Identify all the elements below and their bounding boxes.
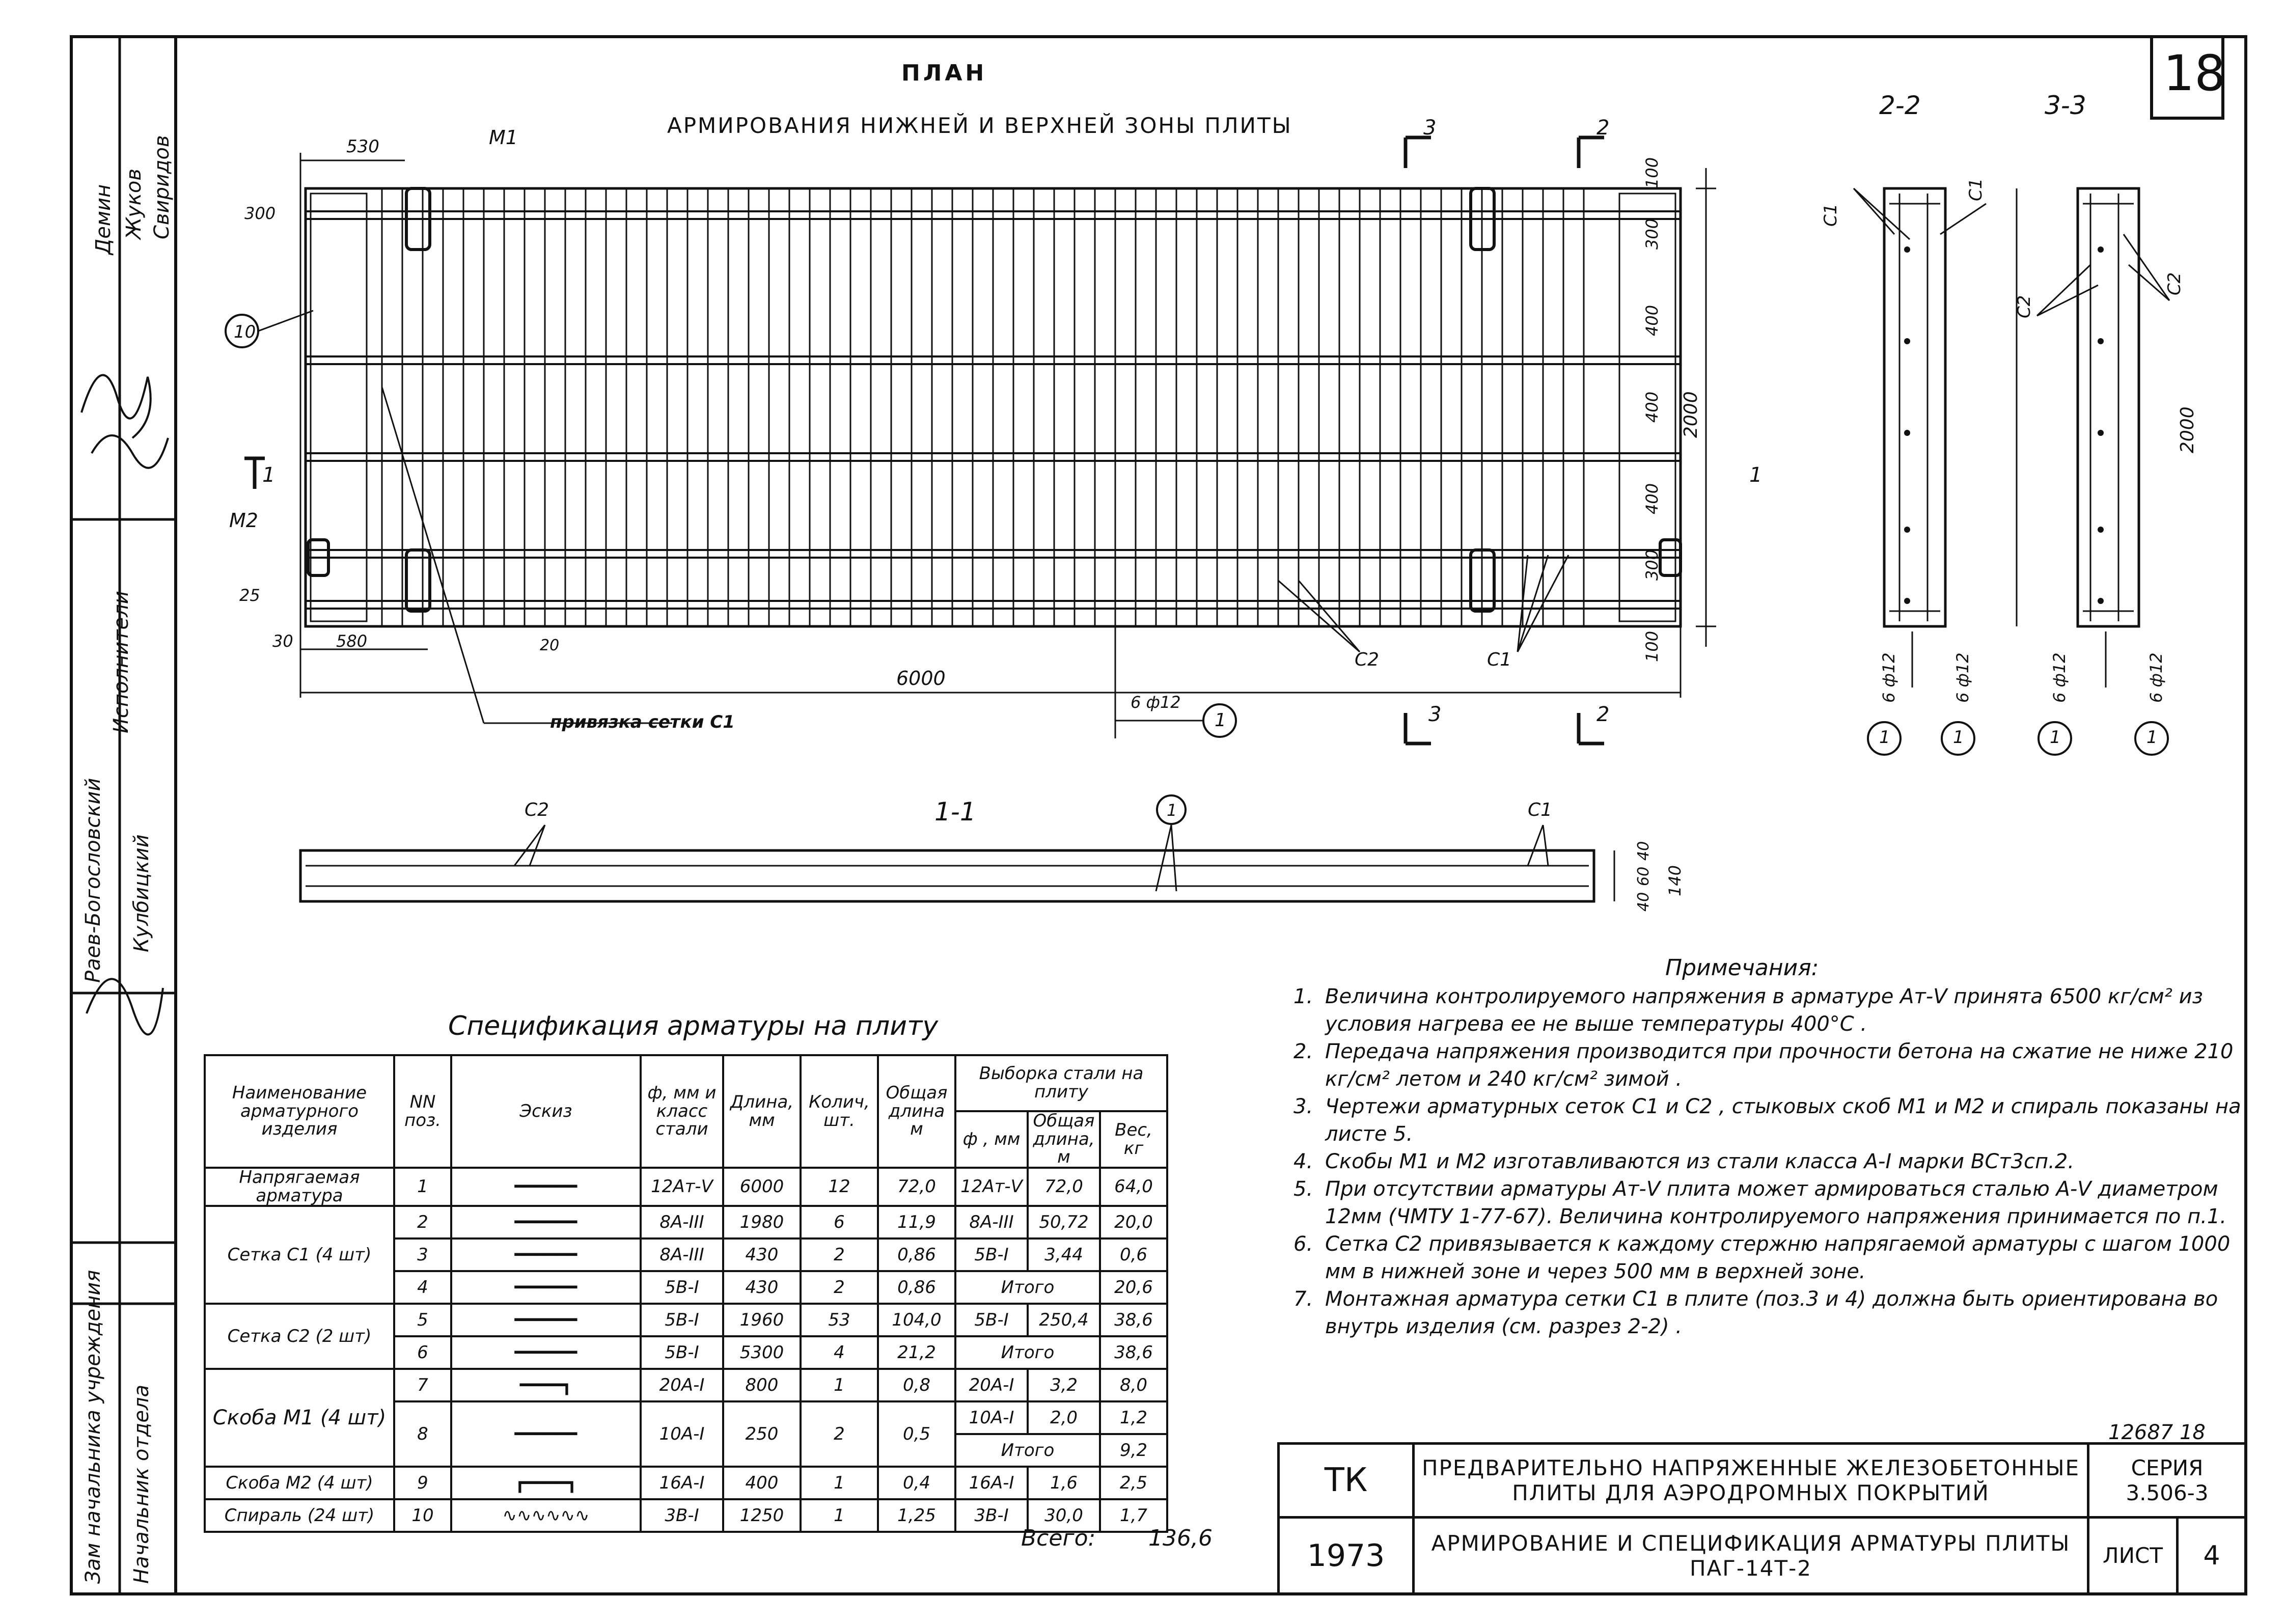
side-name-1: Демин xyxy=(92,184,115,255)
note-text: Скобы М1 и М2 изготавливаются из стали класса А-I марки ВСт3сп.2. xyxy=(1325,1150,2075,1173)
cell-cnt: 2 xyxy=(801,1238,878,1271)
cut-2-bottom: 2 xyxy=(1596,703,1610,726)
dim-25: 25 xyxy=(239,586,260,605)
cell-pos: 7 xyxy=(394,1369,451,1401)
cell-pos: 3 xyxy=(394,1238,451,1271)
sec-6phi12-c: 6 ф12 xyxy=(2050,652,2069,703)
section-3-3-title: 3-3 xyxy=(2045,91,2086,120)
signatures xyxy=(71,285,176,1049)
cell-len: 800 xyxy=(723,1369,801,1401)
cell-diam: 5В-I xyxy=(641,1271,723,1304)
cell-sw: 38,6 xyxy=(1100,1336,1167,1369)
group-label: Сетка С1 (4 шт) xyxy=(205,1206,394,1304)
group-label: Спираль (24 шт) xyxy=(205,1499,394,1532)
plan-subtitle: АРМИРОВАНИЯ НИЖНЕЙ И ВЕРХНЕЙ ЗОНЫ ПЛИТЫ xyxy=(667,113,1292,138)
sec-circle-1a: 1 xyxy=(1879,727,1890,748)
sec-6phi12-b: 6 ф12 xyxy=(1953,652,1972,703)
cell-len: 400 xyxy=(723,1467,801,1499)
table-row xyxy=(205,1206,1167,1238)
hdr-name: Наименование арматурного изделия xyxy=(205,1055,394,1168)
side-name-2: Жуков xyxy=(122,169,146,239)
dim-580: 580 xyxy=(336,631,368,651)
stamp-title: ПРЕДВАРИТЕЛЬНО НАПРЯЖЕННЫЕ ЖЕЛЕЗОБЕТОННЫЕ ПЛИТЫ ДЛЯ АЭРОДРОМНЫХ ПОКРЫТИЙ xyxy=(1412,1442,2089,1519)
hdr-sketch: Эскиз xyxy=(451,1055,641,1168)
sec-c1-b: C1 xyxy=(1966,178,1986,201)
cell-pos: 1 xyxy=(394,1168,451,1206)
side-executors: Исполнители xyxy=(109,591,133,733)
cell-pos: 10 xyxy=(394,1499,451,1532)
cell-cnt: 1 xyxy=(801,1467,878,1499)
cell-sw: 9,2 xyxy=(1100,1434,1167,1467)
hdr-sel-diam: ф , мм xyxy=(955,1111,1028,1168)
dim-20: 20 xyxy=(540,637,560,654)
note-item: 3. Чертежи арматурных сеток С1 и С2 , стыковых скоб М1 и М2 и спираль показаны на листе 5. xyxy=(1293,1095,2241,1146)
cell-sw: 2,5 xyxy=(1100,1467,1167,1499)
cell-cnt: 1 xyxy=(801,1499,878,1532)
sec11-dim-40b: 40 xyxy=(1635,892,1653,912)
cell-sw: 0,6 xyxy=(1100,1238,1167,1271)
cell-pos: 2 xyxy=(394,1206,451,1238)
cell-len: 1980 xyxy=(723,1206,801,1238)
dim-r-300b: 300 xyxy=(1642,549,1662,581)
cell-cnt: 6 xyxy=(801,1206,878,1238)
cell-sl: 2,0 xyxy=(1028,1401,1100,1434)
cell-tot: 0,8 xyxy=(878,1369,955,1401)
cell-tot: 1,25 xyxy=(878,1499,955,1532)
label-c2-plan: C2 xyxy=(1355,649,1380,670)
sketch-bar: ━━━━━━ xyxy=(451,1336,641,1369)
note-item: 4. Скобы М1 и М2 изготавливаются из стали класса А-I марки ВСт3сп.2. xyxy=(1293,1150,2075,1173)
sec-6phi12-d: 6 ф12 xyxy=(2146,652,2166,703)
hdr-length: Длина, мм xyxy=(723,1055,801,1168)
cell-tot: 72,0 xyxy=(878,1168,955,1206)
archive-number: 12687 18 xyxy=(2108,1421,2206,1444)
hdr-diam: ф, мм и класс стали xyxy=(641,1055,723,1168)
cell-sd: 5В-I xyxy=(955,1238,1028,1271)
sec-6phi12-a: 6 ф12 xyxy=(1879,652,1898,703)
dim-300: 300 xyxy=(244,204,276,223)
dim-r-400b: 400 xyxy=(1642,391,1662,423)
cut-3-top: 3 xyxy=(1423,116,1437,140)
cell-itogo: Итого xyxy=(955,1336,1100,1369)
cell-cnt: 2 xyxy=(801,1401,878,1467)
section-1-1-title: 1-1 xyxy=(934,797,976,827)
hdr-nn: NN поз. xyxy=(394,1055,451,1168)
table-row xyxy=(205,1369,1167,1401)
cell-diam: 3В-I xyxy=(641,1499,723,1532)
sec-c2-b: C2 xyxy=(2164,272,2185,295)
section-1-1-drawing xyxy=(290,794,1635,917)
stamp-series-label: СЕРИЯ xyxy=(2131,1455,2204,1480)
binding-label: привязка сетки C1 xyxy=(550,712,735,732)
cell-cnt: 12 xyxy=(801,1168,878,1206)
cell-sw: 8,0 xyxy=(1100,1369,1167,1401)
group-label: Сетка С2 (2 шт) xyxy=(205,1304,394,1369)
cell-diam: 10А-I xyxy=(641,1401,723,1467)
cell-sd: 10А-I xyxy=(955,1401,1028,1434)
group-label: Скоба М2 (4 шт) xyxy=(205,1467,394,1499)
cell-cnt: 2 xyxy=(801,1271,878,1304)
sec-dim-2000: 2000 xyxy=(2177,406,2198,453)
dim-r-400a: 400 xyxy=(1642,305,1662,336)
sketch-bar: ━━━━━━ xyxy=(451,1206,641,1238)
dim-r-2000: 2000 xyxy=(1681,391,1701,438)
cell-tot: 11,9 xyxy=(878,1206,955,1238)
sec-circle-1b: 1 xyxy=(1953,727,1964,748)
note-item: 6. Сетка С2 привязывается к каждому стержню напрягаемой арматуры с шагом 1000 мм в нижней зоне и через 500 мм в верхней зоне. xyxy=(1293,1232,2231,1283)
sketch-staple: ┏━━━━┓ xyxy=(451,1467,641,1499)
side-dept-1: Раев-Богословский xyxy=(81,778,105,983)
stamp-sheet-value: 4 xyxy=(2176,1516,2247,1595)
sections-drawing xyxy=(1813,173,2180,764)
cell-sw: 38,6 xyxy=(1100,1304,1167,1336)
cell-diam: 12Ат-V xyxy=(641,1168,723,1206)
plan-title: ПЛАН xyxy=(901,60,987,86)
sketch-bar: ━━━━━━ xyxy=(451,1168,641,1206)
stamp-year: 1973 xyxy=(1277,1516,1415,1595)
sketch-spiral: ∿∿∿∿∿∿ xyxy=(451,1499,641,1532)
spec-total-label: Всего: xyxy=(1021,1525,1096,1551)
cell-sl: 1,6 xyxy=(1028,1467,1100,1499)
cell-len: 6000 xyxy=(723,1168,801,1206)
spec-total-value: 136,6 xyxy=(1148,1525,1213,1551)
cut-1-left: 1 xyxy=(262,463,276,487)
dim-r-400c: 400 xyxy=(1642,483,1662,514)
cell-pos: 9 xyxy=(394,1467,451,1499)
cell-sl: 250,4 xyxy=(1028,1304,1100,1336)
note-item: 2. Передача напряжения производится при прочности бетона на сжатие не ниже 210 кг/см² летом и 240 кг/см² зимой . xyxy=(1293,1040,2234,1091)
table-row xyxy=(205,1467,1167,1499)
note-item: 5. При отсутствии арматуры Ат-V плита может армироваться сталью А-V диаметром 12мм (ЧМТУ 1-77-67). Величина контролируемого напряжения принимается по п.1. xyxy=(1293,1177,2227,1228)
cell-cnt: 1 xyxy=(801,1369,878,1401)
cell-itogo: Итого xyxy=(955,1434,1100,1467)
cell-sd: 12Ат-V xyxy=(955,1168,1028,1206)
table-row xyxy=(205,1304,1167,1336)
cut-3-bottom: 3 xyxy=(1428,703,1442,726)
hdr-selection: Выборка стали на плиту xyxy=(955,1055,1167,1111)
cell-sd: 20А-I xyxy=(955,1369,1028,1401)
sheet-number: 18 xyxy=(2163,45,2226,102)
spec-title: Спецификация арматуры на плиту xyxy=(448,1011,939,1041)
circle-1-label: 1 xyxy=(1215,710,1226,731)
side-name-3: Свиридов xyxy=(150,135,174,239)
cell-sd: 16А-I xyxy=(955,1467,1028,1499)
side-dept-2: Кулбицкий xyxy=(130,834,153,952)
sec-circle-1c: 1 xyxy=(2050,727,2061,748)
side-chief: Начальник отдела xyxy=(130,1384,153,1584)
cell-len: 1960 xyxy=(723,1304,801,1336)
cut-1-right: 1 xyxy=(1749,463,1763,487)
sec11-dim-40a: 40 xyxy=(1635,841,1653,861)
cell-tot: 0,86 xyxy=(878,1238,955,1271)
sec11-circle-1: 1 xyxy=(1167,801,1177,820)
note-text: Чертежи арматурных сеток С1 и С2 , стыковых скоб М1 и М2 и спираль показаны на листе 5. xyxy=(1325,1095,2241,1146)
stamp-series xyxy=(2087,1442,2247,1519)
cell-sw: 20,0 xyxy=(1100,1206,1167,1238)
cell-len: 430 xyxy=(723,1238,801,1271)
cell-sl: 3,44 xyxy=(1028,1238,1100,1271)
cell-pos: 8 xyxy=(394,1401,451,1467)
cell-pos: 6 xyxy=(394,1336,451,1369)
cell-tot: 0,4 xyxy=(878,1467,955,1499)
sketch-staple: ━━━━┓ xyxy=(451,1369,641,1401)
cell-tot: 0,86 xyxy=(878,1271,955,1304)
sketch-bar: ━━━━━━ xyxy=(451,1304,641,1336)
cell-len: 250 xyxy=(723,1401,801,1467)
cell-diam: 5В-I xyxy=(641,1336,723,1369)
cell-sw: 1,2 xyxy=(1100,1401,1167,1434)
label-c1-plan: C1 xyxy=(1487,649,1512,670)
note-text: При отсутствии арматуры Ат-V плита может армироваться сталью А-V диаметром 12мм (ЧМТУ 1-77-67). Величина контролируемого напряжения принимается по п.1. xyxy=(1325,1177,2227,1228)
note-text: Величина контролируемого напряжения в арматуре Ат-V принята 6500 кг/см² из условия нагрева ее не выше температуры 400°С . xyxy=(1325,985,2203,1036)
cell-len: 1250 xyxy=(723,1499,801,1532)
side-deputy: Зам начальника учреждения xyxy=(81,1270,105,1584)
cell-len: 5300 xyxy=(723,1336,801,1369)
cell-sl: 30,0 xyxy=(1028,1499,1100,1532)
cell-sl: 50,72 xyxy=(1028,1206,1100,1238)
note-item: 7. Монтажная арматура сетки С1 в плите (поз.3 и 4) должна быть ориентирована во внутрь изделия (см. разрез 2-2) . xyxy=(1293,1287,2218,1338)
sec11-dim-60: 60 xyxy=(1635,866,1653,886)
hdr-sel-len: Общая длина, м xyxy=(1028,1111,1100,1168)
note-6phi12: 6 ф12 xyxy=(1131,693,1181,712)
sketch-bar: ━━━━━━ xyxy=(451,1401,641,1467)
dim-r-100b: 100 xyxy=(1642,630,1662,662)
table-row xyxy=(205,1168,1167,1206)
cell-diam: 16А-I xyxy=(641,1467,723,1499)
cell-sw: 64,0 xyxy=(1100,1168,1167,1206)
hdr-total: Общая длина м xyxy=(878,1055,955,1168)
label-m2: M2 xyxy=(229,509,258,532)
dim-r-100a: 100 xyxy=(1642,157,1662,188)
cell-itogo: Итого xyxy=(955,1271,1100,1304)
cell-tot: 21,2 xyxy=(878,1336,955,1369)
cell-sd: 5В-I xyxy=(955,1304,1028,1336)
dim-30: 30 xyxy=(272,631,293,651)
note-item: 1. Величина контролируемого напряжения в арматуре Ат-V принята 6500 кг/см² из условия нагрева ее не выше температуры 400°С . xyxy=(1293,985,2203,1036)
cell-diam: 20А-I xyxy=(641,1369,723,1401)
label-m1: M1 xyxy=(489,126,518,149)
stamp-sheet-label: ЛИСТ xyxy=(2087,1516,2179,1595)
stamp-subtitle: АРМИРОВАНИЕ И СПЕЦИФИКАЦИЯ АРМАТУРЫ ПЛИТЫ ПАГ-14Т-2 xyxy=(1412,1516,2089,1595)
sec11-c2: C2 xyxy=(525,800,549,820)
note-text: Передача напряжения производится при прочности бетона на сжатие не ниже 210 кг/см² летом и 240 кг/см² зимой . xyxy=(1325,1040,2234,1091)
dim-6000: 6000 xyxy=(896,667,946,690)
sec11-dim-140: 140 xyxy=(1665,865,1685,896)
sketch-bar: ━━━━━━ xyxy=(451,1271,641,1304)
cell-cnt: 4 xyxy=(801,1336,878,1369)
cell-sw: 1,7 xyxy=(1100,1499,1167,1532)
sec11-c1: C1 xyxy=(1528,800,1553,820)
hdr-count: Колич, шт. xyxy=(801,1055,878,1168)
sec-circle-1d: 1 xyxy=(2146,727,2158,748)
sec-c1-a: C1 xyxy=(1821,203,1841,227)
stamp-org: ТК xyxy=(1277,1442,1415,1519)
dim-530: 530 xyxy=(346,136,379,157)
cell-sd: 3В-I xyxy=(955,1499,1028,1532)
cell-len: 430 xyxy=(723,1271,801,1304)
notes-list xyxy=(1293,983,2251,1340)
cell-sl: 3,2 xyxy=(1028,1369,1100,1401)
sketch-bar: ━━━━━━ xyxy=(451,1238,641,1271)
cell-pos: 5 xyxy=(394,1304,451,1336)
cell-sw: 20,6 xyxy=(1100,1271,1167,1304)
cell-diam: 8А-III xyxy=(641,1206,723,1238)
cell-tot: 0,5 xyxy=(878,1401,955,1467)
note-text: Сетка С2 привязывается к каждому стержню напрягаемой арматуры с шагом 1000 мм в нижней зоне и через 500 мм в верхней зоне. xyxy=(1325,1232,2231,1283)
cell-pos: 4 xyxy=(394,1271,451,1304)
cell-tot: 104,0 xyxy=(878,1304,955,1336)
cell-diam: 5В-I xyxy=(641,1304,723,1336)
spec-table xyxy=(204,1054,1168,1533)
stamp-series-value: 3.506-3 xyxy=(2126,1480,2209,1505)
cell-cnt: 53 xyxy=(801,1304,878,1336)
group-label: Напрягаемая арматура xyxy=(205,1168,394,1206)
group-label: Скоба М1 (4 шт) xyxy=(205,1369,394,1467)
sec-c2-a: C2 xyxy=(2014,295,2034,318)
notes-title: Примечания: xyxy=(1665,955,1819,981)
cut-2-top: 2 xyxy=(1596,116,1610,140)
section-2-2-title: 2-2 xyxy=(1879,91,1921,120)
circle-10-label: 10 xyxy=(234,322,256,342)
cell-diam: 8А-III xyxy=(641,1238,723,1271)
cell-sl: 72,0 xyxy=(1028,1168,1100,1206)
hdr-sel-weight: Вес, кг xyxy=(1100,1111,1167,1168)
dim-r-300a: 300 xyxy=(1642,218,1662,250)
note-text: Монтажная арматура сетки С1 в плите (поз.3 и 4) должна быть ориентирована во внутрь изделия (см. разрез 2-2) . xyxy=(1325,1287,2218,1338)
cell-sd: 8А-III xyxy=(955,1206,1028,1238)
title-block xyxy=(1277,1442,2247,1595)
